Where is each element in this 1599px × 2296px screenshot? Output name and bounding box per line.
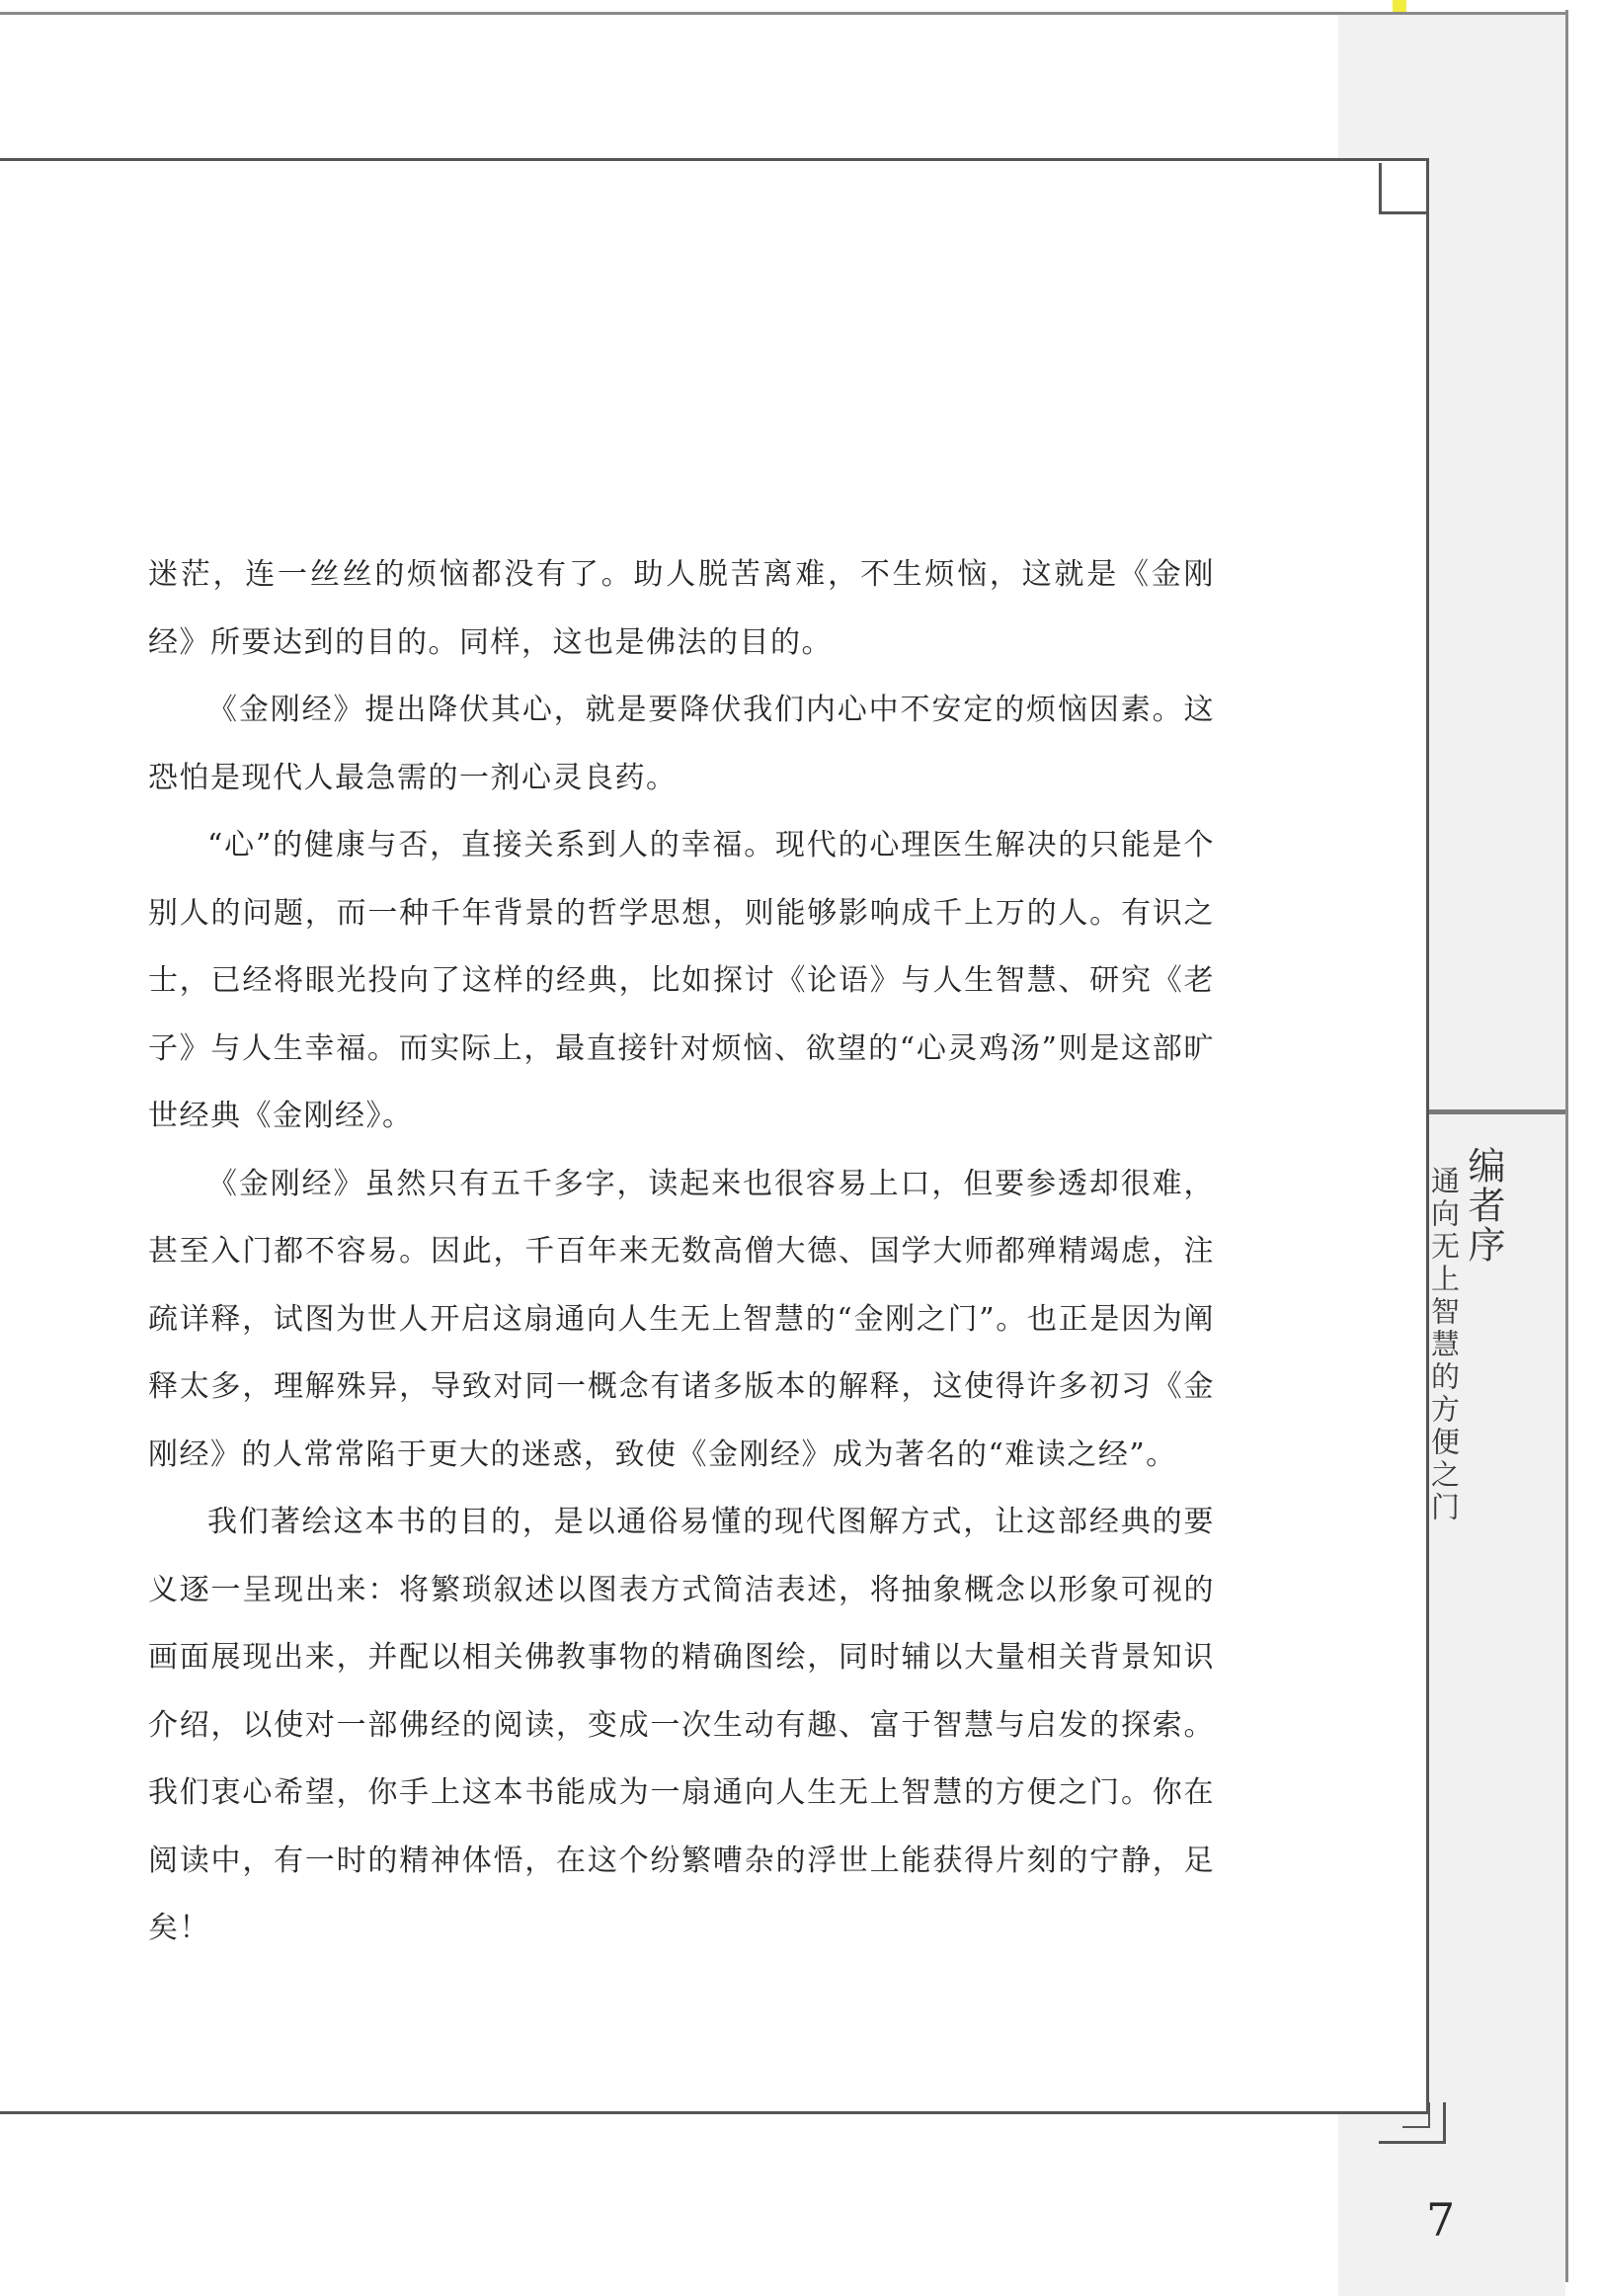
- corner-mark-top: [1379, 163, 1426, 214]
- section-name: 编者序: [1462, 1146, 1505, 1265]
- scan-top-edge: [0, 12, 1565, 15]
- corner-mark-bottom-inner: [1402, 2102, 1430, 2128]
- paragraph: 《金刚经》提出降伏其心，就是要降伏我们内心中不安定的烦恼因素。这恐怕是现代人最急需的一剂心灵良药。: [148, 693, 1215, 795]
- paragraph: “心”的健康与否，直接关系到人的幸福。现代的心理医生解决的只能是个别人的问题，而一种千年背景的哲学思想，则能够影响成千上万的人。有识之士，已经将眼光投向了这样的经典，比如探讨《论语》与人生智慧、研究《老子》与人生幸福。而实际上，最直接针对烦恼、欲望的“心灵鸡汤”则是这部旷世经典《金刚经》。: [148, 828, 1215, 1133]
- paragraph: 我们著绘这本书的目的，是以通俗易懂的现代图解方式，让这部经典的要义逐一呈现出来：将繁琐叙述以图表方式简洁表述，将抽象概念以形象可视的画面展现出来，并配以相关佛教事物的精确图绘，同时辅以大量相关背景知识介绍，以使对一部佛经的阅读，变成一次生动有趣、富于智慧与启发的探索。我们衷心希望，你手上这本书能成为一扇通向人生无上智慧的方便之门。你在阅读中，有一时的精神体悟，在这个纷繁嘈杂的浮世上能获得片刻的宁静，足矣！: [148, 1505, 1215, 1945]
- paragraph: 《金刚经》虽然只有五千多字，读起来也很容易上口，但要参透却很难，甚至入门都不容易。因此，千百年来无数高僧大德、国学大师都殚精竭虑，注疏详释，试图为世人开启这扇通向人生无上智慧的“金刚之门”。也正是因为阐释太多，理解殊异，导致对同一概念有诸多版本的解释，这使得许多初习《金刚经》的人常常陷于更大的迷惑，致使《金刚经》成为著名的“难读之经”。: [148, 1166, 1215, 1472]
- section-divider: [1429, 1109, 1565, 1114]
- scan-right-edge: [1565, 10, 1568, 2282]
- body-text: [148, 541, 1215, 1963]
- section-subtitle: 通向无上智慧的方便之门: [1427, 1166, 1461, 1524]
- paragraph: 迷茫，连一丝丝的烦恼都没有了。助人脱苦离难，不生烦恼，这就是《金刚经》所要达到的目的。同样，这也是佛法的目的。: [148, 557, 1215, 660]
- page-number: 7: [1426, 2193, 1456, 2247]
- scan-yellow-mark: [1393, 0, 1406, 12]
- running-head: [1427, 1146, 1505, 1524]
